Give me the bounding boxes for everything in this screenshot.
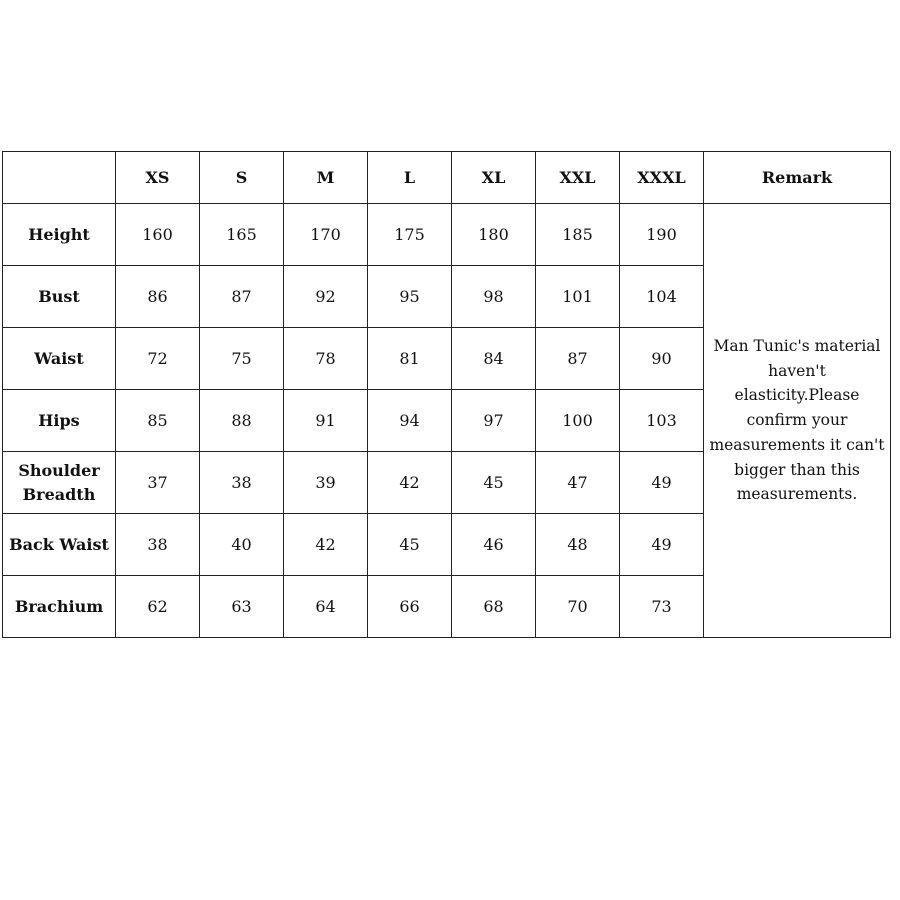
table-cell: 49 <box>620 514 704 576</box>
table-cell: 40 <box>200 514 284 576</box>
table-cell: 86 <box>116 266 200 328</box>
remark-text: Man Tunic's material haven't elasticity.Please confirm your measurements it can't bigger than this measurements. <box>704 204 891 638</box>
corner-cell <box>3 152 116 204</box>
row-label-brachium: Brachium <box>3 576 116 638</box>
table-cell: 45 <box>452 452 536 514</box>
row-label-back-waist: Back Waist <box>3 514 116 576</box>
size-header-l: L <box>368 152 452 204</box>
table-cell: 185 <box>536 204 620 266</box>
table-cell: 87 <box>536 328 620 390</box>
table-cell: 97 <box>452 390 536 452</box>
size-header-xxxl: XXXL <box>620 152 704 204</box>
table-cell: 37 <box>116 452 200 514</box>
row-label-height: Height <box>3 204 116 266</box>
table-cell: 48 <box>536 514 620 576</box>
row-label-waist: Waist <box>3 328 116 390</box>
table-cell: 175 <box>368 204 452 266</box>
table-cell: 94 <box>368 390 452 452</box>
table-cell: 68 <box>452 576 536 638</box>
table-cell: 104 <box>620 266 704 328</box>
header-row <box>3 152 891 204</box>
row-label-shoulder-breadth: Shoulder Breadth <box>3 452 116 514</box>
table-cell: 95 <box>368 266 452 328</box>
table-cell: 90 <box>620 328 704 390</box>
table-cell: 165 <box>200 204 284 266</box>
table-cell: 64 <box>284 576 368 638</box>
row-label-hips: Hips <box>3 390 116 452</box>
size-header-s: S <box>200 152 284 204</box>
table-cell: 101 <box>536 266 620 328</box>
table-cell: 87 <box>200 266 284 328</box>
size-header-xs: XS <box>116 152 200 204</box>
table-cell: 38 <box>116 514 200 576</box>
remark-header: Remark <box>704 152 891 204</box>
table-cell: 46 <box>452 514 536 576</box>
size-chart-body <box>3 152 891 638</box>
table-cell: 73 <box>620 576 704 638</box>
table-cell: 190 <box>620 204 704 266</box>
table-cell: 92 <box>284 266 368 328</box>
table-cell: 180 <box>452 204 536 266</box>
table-cell: 160 <box>116 204 200 266</box>
table-cell: 72 <box>116 328 200 390</box>
table-cell: 42 <box>368 452 452 514</box>
table-cell: 47 <box>536 452 620 514</box>
table-cell: 62 <box>116 576 200 638</box>
size-header-xl: XL <box>452 152 536 204</box>
table-cell: 81 <box>368 328 452 390</box>
size-header-xxl: XXL <box>536 152 620 204</box>
table-cell: 170 <box>284 204 368 266</box>
table-cell: 84 <box>452 328 536 390</box>
table-cell: 98 <box>452 266 536 328</box>
table-cell: 75 <box>200 328 284 390</box>
table-cell: 78 <box>284 328 368 390</box>
table-cell: 100 <box>536 390 620 452</box>
table-cell: 91 <box>284 390 368 452</box>
size-header-m: M <box>284 152 368 204</box>
table-cell: 42 <box>284 514 368 576</box>
table-cell: 88 <box>200 390 284 452</box>
row-label-bust: Bust <box>3 266 116 328</box>
table-cell: 38 <box>200 452 284 514</box>
table-cell: 49 <box>620 452 704 514</box>
size-chart-table <box>2 151 891 638</box>
table-cell: 39 <box>284 452 368 514</box>
table-cell: 103 <box>620 390 704 452</box>
table-cell: 85 <box>116 390 200 452</box>
table-cell: 70 <box>536 576 620 638</box>
table-cell: 45 <box>368 514 452 576</box>
table-cell: 63 <box>200 576 284 638</box>
table-cell: 66 <box>368 576 452 638</box>
table-row <box>3 204 891 266</box>
